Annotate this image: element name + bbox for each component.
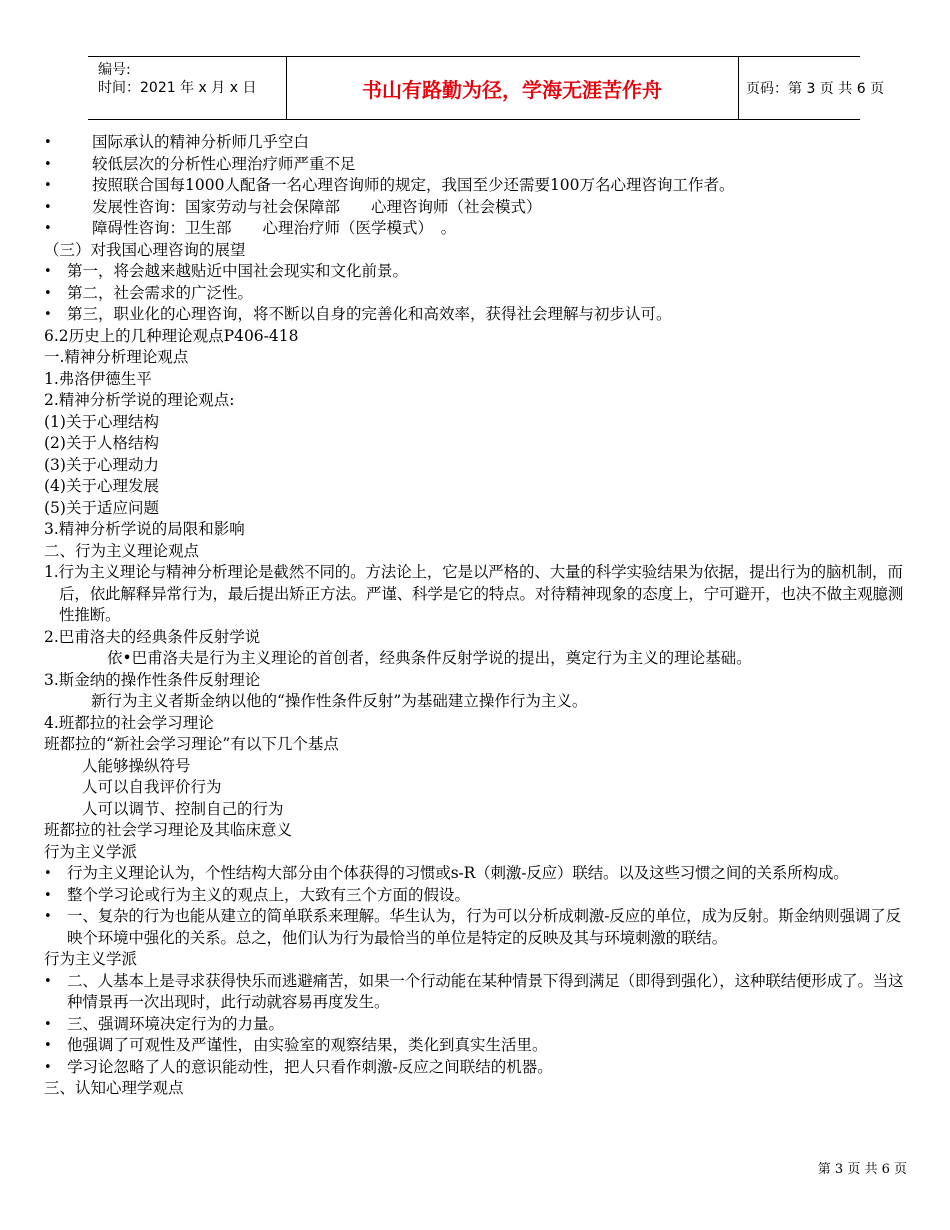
text-line bbox=[44, 369, 914, 391]
line-text: 3.精神分析学说的局限和影响 bbox=[44, 520, 245, 538]
bullet-icon: • bbox=[44, 1016, 52, 1032]
text-line bbox=[44, 455, 914, 477]
document-body bbox=[44, 132, 914, 1100]
line-text: 行为主义理论认为，个性结构大部分由个体获得的习惯或s-R（刺激-反应）联结。以及这些习惯之间的关系所构成。 bbox=[67, 864, 849, 882]
line-text: (4)关于心理发展 bbox=[44, 477, 159, 495]
bullet-item bbox=[44, 175, 914, 197]
text-line bbox=[44, 326, 914, 348]
text-line bbox=[44, 734, 914, 756]
bullet-item bbox=[44, 1057, 914, 1079]
document-header bbox=[88, 56, 885, 120]
page-footer: 第 3 页 共 6 页 bbox=[817, 1162, 907, 1177]
text-line bbox=[44, 519, 914, 541]
text-line bbox=[44, 670, 914, 692]
bullet-item bbox=[44, 261, 914, 283]
header-page-info: 页码：第 3 页 共 6 页 bbox=[746, 81, 885, 97]
bullet-item bbox=[44, 971, 914, 1014]
text-line bbox=[44, 240, 914, 262]
line-text: 第二，社会需求的广泛性。 bbox=[67, 283, 254, 302]
line-text: 行为主义学派 bbox=[44, 842, 138, 861]
header-meta bbox=[88, 57, 286, 119]
text-line bbox=[44, 691, 914, 713]
text-line bbox=[44, 1078, 914, 1100]
bullet-item bbox=[44, 154, 914, 176]
text-line bbox=[44, 949, 914, 971]
text-line bbox=[44, 412, 914, 434]
line-text: 他强调了可观性及严谨性，由实验室的观察结果，类化到真实生活里。 bbox=[67, 1036, 548, 1054]
line-text: 一、复杂的行为也能从建立的简单联系来理解。华生认为，行为可以分析成刺激-反应的单位，成为反射。斯金纳则强调了反映个环境中强化的关系。总之，他们认为行为最恰当的单位是特定的反映及其与环境刺激的联结。 bbox=[67, 907, 901, 947]
bullet-item bbox=[44, 197, 914, 219]
line-text: 学习论忽略了人的意识能动性，把人只看作刺激-反应之间联结的机器。 bbox=[67, 1057, 553, 1076]
bullet-item bbox=[44, 885, 914, 907]
text-line bbox=[44, 476, 914, 498]
text-line bbox=[44, 390, 914, 412]
bullet-icon: • bbox=[44, 178, 52, 193]
line-text: 2.精神分析学说的理论观点: bbox=[44, 391, 235, 409]
bullet-icon: • bbox=[44, 264, 52, 279]
line-text: 发展性咨询：国家劳动与社会保障部 心理咨询师（社会模式） bbox=[92, 197, 542, 216]
bullet-icon: • bbox=[44, 973, 52, 989]
bullet-icon: • bbox=[44, 199, 52, 215]
bullet-icon: • bbox=[44, 156, 52, 172]
line-text: 一.精神分析理论观点 bbox=[44, 348, 189, 366]
text-line bbox=[44, 627, 914, 649]
line-text: 按照联合国每1000人配备一名心理咨询师的规定，我国至少还需要100万名心理咨询工作者。 bbox=[92, 176, 735, 194]
text-line bbox=[44, 777, 914, 799]
line-text: 4.班都拉的社会学习理论 bbox=[44, 713, 214, 732]
bullet-icon: • bbox=[44, 221, 52, 236]
text-line bbox=[44, 756, 914, 778]
line-text: 班都拉的社会学习理论及其临床意义 bbox=[44, 821, 293, 839]
text-line bbox=[44, 713, 914, 735]
bullet-icon: • bbox=[44, 909, 52, 924]
header-number-label: 编号: bbox=[98, 62, 131, 78]
text-line bbox=[44, 799, 914, 821]
line-text: 人可以调节、控制自己的行为 bbox=[82, 799, 284, 818]
text-line bbox=[44, 562, 914, 627]
line-text: 新行为主义者斯金纳以他的“操作性条件反射”为基础建立操作行为主义。 bbox=[91, 692, 588, 710]
line-text: 三、认知心理学观点 bbox=[44, 1079, 184, 1097]
line-text: 2.巴甫洛夫的经典条件反射学说 bbox=[44, 627, 261, 646]
line-text: 整个学习论或行为主义的观点上，大致有三个方面的假设。 bbox=[67, 885, 471, 904]
line-text: 第三，职业化的心理咨询，将不断以自身的完善化和高效率，获得社会理解与初步认可。 bbox=[67, 305, 672, 323]
line-text: 1.行为主义理论与精神分析理论是截然不同的。方法论上，它是以严格的、大量的科学实验结果为依据，提出行为的脑机制，而后，依此解释异常行为，最后提出矫正方法。严谨、科学是它的特点。对待精神现象的态度上，宁可避开，也决不做主观臆测性推断。 bbox=[44, 563, 904, 624]
bullet-icon: • bbox=[44, 307, 52, 322]
line-text: 二、行为主义理论观点 bbox=[44, 541, 200, 560]
bullet-icon: • bbox=[44, 887, 52, 903]
bullet-item bbox=[44, 1035, 914, 1057]
line-text: 国际承认的精神分析师几乎空白 bbox=[92, 133, 310, 151]
line-text: 较低层次的分析性心理治疗师严重不足 bbox=[92, 154, 356, 173]
bullet-item bbox=[44, 906, 914, 949]
bullet-item bbox=[44, 132, 914, 154]
line-text: 行为主义学派 bbox=[44, 950, 138, 968]
bullet-icon: • bbox=[44, 285, 52, 301]
line-text: （三）对我国心理咨询的展望 bbox=[44, 240, 246, 259]
text-line bbox=[44, 347, 914, 369]
text-line bbox=[44, 842, 914, 864]
line-text: 第一，将会越来越贴近中国社会现实和文化前景。 bbox=[67, 262, 409, 280]
line-text: (2)关于人格结构 bbox=[44, 434, 159, 452]
bullet-icon: • bbox=[44, 866, 52, 881]
bullet-item bbox=[44, 1014, 914, 1036]
line-text: 三、强调环境决定行为的力量。 bbox=[67, 1014, 285, 1033]
bullet-icon: • bbox=[44, 1038, 52, 1053]
bullet-item bbox=[44, 863, 914, 885]
line-text: (3)关于心理动力 bbox=[44, 455, 159, 474]
line-text: 二、人基本上是寻求获得快乐而逃避痛苦，如果一个行动能在某种情景下得到满足（即得到强化），这种联结便形成了。当这种情景再一次出现时，此行动就容易再度发生。 bbox=[67, 971, 904, 1011]
text-line bbox=[44, 648, 914, 670]
bullet-icon: • bbox=[44, 135, 52, 150]
text-line bbox=[44, 541, 914, 563]
text-line bbox=[44, 820, 914, 842]
line-text: 班都拉的“新社会学习理论”有以下几个基点 bbox=[44, 735, 339, 753]
bullet-item bbox=[44, 304, 914, 326]
text-line bbox=[44, 498, 914, 520]
line-text: 人能够操纵符号 bbox=[82, 756, 191, 775]
header-motto: 书山有路勤为径，学海无涯苦作舟 bbox=[362, 77, 662, 102]
line-text: (1)关于心理结构 bbox=[44, 412, 159, 431]
bullet-icon: • bbox=[44, 1059, 52, 1075]
line-text: (5)关于适应问题 bbox=[44, 498, 159, 517]
line-text: 人可以自我评价行为 bbox=[82, 778, 222, 796]
bullet-item bbox=[44, 218, 914, 240]
line-text: 1.弗洛伊德生平 bbox=[44, 369, 152, 388]
line-text: 依•巴甫洛夫是行为主义理论的首创者，经典条件反射学说的提出，奠定行为主义的理论基础。 bbox=[107, 649, 752, 667]
bullet-item bbox=[44, 283, 914, 305]
line-text: 障碍性咨询：卫生部 心理治疗师（医学模式） 。 bbox=[92, 219, 457, 237]
line-text: 6.2历史上的几种理论观点P406-418 bbox=[44, 326, 299, 345]
line-text: 3.斯金纳的操作性条件反射理论 bbox=[44, 670, 261, 689]
header-time-label: 时间：2021 年 x 月 x 日 bbox=[98, 80, 257, 96]
text-line bbox=[44, 433, 914, 455]
